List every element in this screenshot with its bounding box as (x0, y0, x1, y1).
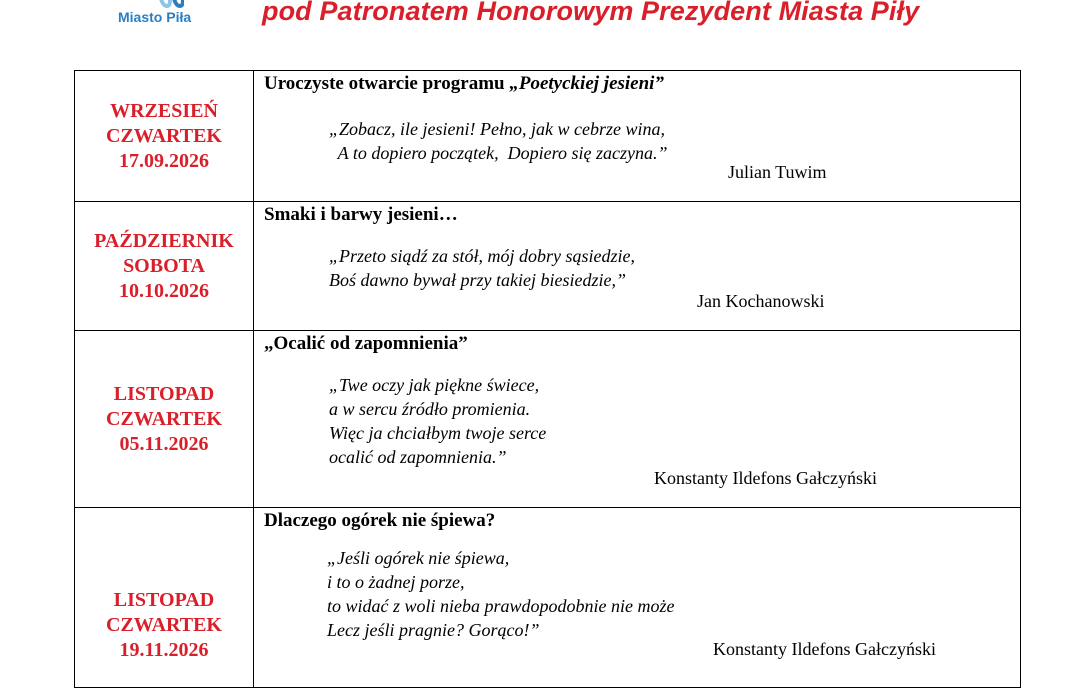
event-details-cell (254, 202, 1021, 331)
event-quote (329, 117, 667, 165)
quote-line: a w sercu źródło promienia. (329, 399, 531, 419)
quote-line: Więc ja chciałbym twoje serce (329, 423, 547, 443)
event-month: LISTOPAD (113, 589, 215, 611)
quote-line: „Twe oczy jak piękne świece, (329, 375, 540, 395)
event-month: LISTOPAD (113, 382, 215, 405)
event-weekday: SOBOTA (123, 254, 205, 277)
event-title-text: Dlaczego ogórek nie śpiewa? (264, 510, 496, 531)
table-row (75, 331, 1021, 508)
city-logo (112, 0, 222, 32)
header-title: pod Patronatem Honorowym Prezydent Miasta Piły (262, 0, 920, 26)
quote-line: A to dopiero początek, Dopiero się zaczyna.” (329, 143, 668, 163)
table-row (75, 508, 1021, 688)
event-weekday: CZWARTEK (106, 124, 222, 147)
event-month: PAŹDZIERNIK (94, 229, 234, 252)
event-title-italic: „Poetyckiej jesieni” (509, 73, 664, 94)
quote-line: Boś dawno bywał przy takiej biesiedzie,” (329, 270, 626, 290)
event-quote (329, 373, 546, 469)
event-title (264, 73, 664, 95)
event-date: 05.11.2026 (119, 432, 209, 455)
logo-text: Miasto Piła (118, 9, 192, 25)
event-weekday: CZWARTEK (106, 407, 222, 430)
quote-author: Konstanty Ildefons Gałczyński (713, 639, 936, 659)
quote-line: „Zobacz, ile jesieni! Pełno, jak w cebrze wina, (329, 119, 665, 139)
quote-line: Lecz jeśli pragnie? Gorąco!” (327, 620, 540, 640)
event-details-cell (254, 71, 1021, 202)
table-row (75, 71, 1021, 202)
event-title (264, 333, 468, 355)
event-quote (329, 244, 635, 292)
quote-author: Julian Tuwim (728, 162, 827, 182)
event-title-text: Smaki i barwy jesieni… (264, 204, 458, 225)
event-date-cell (75, 202, 254, 331)
event-title (264, 204, 458, 226)
event-title (264, 510, 495, 532)
event-date-cell (75, 331, 254, 508)
event-date-cell (75, 71, 254, 202)
quote-author: Jan Kochanowski (697, 291, 825, 311)
quote-line: ocalić od zapomnienia.” (329, 447, 507, 467)
quote-line: to widać z woli nieba prawdopodobnie nie może (327, 596, 675, 616)
program-table (74, 70, 1021, 688)
event-details-cell (254, 508, 1021, 688)
event-quote (327, 546, 674, 642)
table-row (75, 202, 1021, 331)
event-date: 10.10.2026 (119, 279, 209, 302)
event-date-cell (75, 508, 254, 688)
event-month: WRZESIEŃ (110, 99, 218, 122)
quote-author: Konstanty Ildefons Gałczyński (654, 468, 877, 488)
event-date: 19.11.2026 (119, 639, 209, 661)
event-title-text: Uroczyste otwarcie programu (264, 73, 510, 94)
quote-line: i to o żadnej porze, (327, 572, 465, 592)
event-weekday: CZWARTEK (106, 614, 222, 636)
event-date: 17.09.2026 (119, 149, 209, 172)
event-details-cell (254, 331, 1021, 508)
event-title-text: „Ocalić od zapomnienia” (264, 333, 468, 354)
quote-line: „Jeśli ogórek nie śpiewa, (327, 548, 510, 568)
quote-line: „Przeto siądź za stół, mój dobry sąsiedzie, (329, 246, 636, 266)
city-logo-icon (158, 0, 184, 8)
